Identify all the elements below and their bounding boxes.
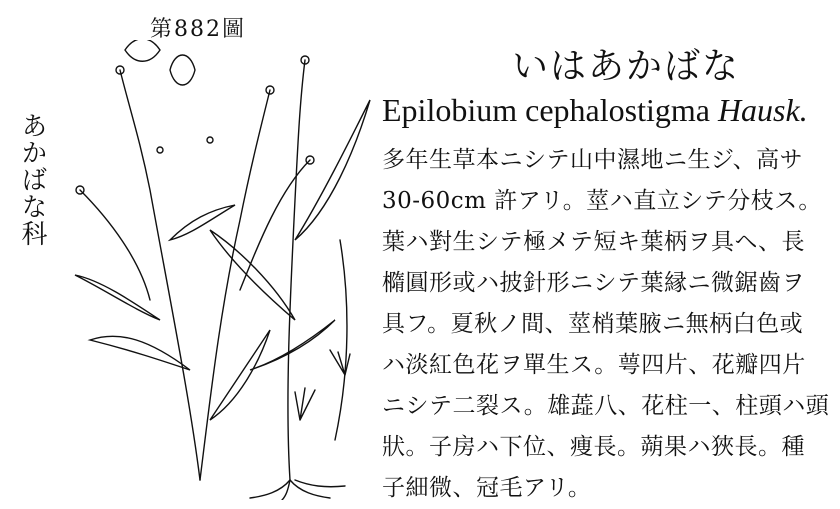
description: [382, 140, 832, 509]
description-line: 子細微、冠毛アリ。: [382, 475, 592, 501]
description-line: 橢圓形或ハ披針形ニシテ葉縁ニ微鋸齒ヲ: [382, 270, 805, 296]
description-line: 多年生草本ニシテ山中濕地ニ生ジ、高サ: [382, 147, 804, 173]
description-line: ハ淡紅色花ヲ單生ス。萼四片、花瓣四片: [382, 352, 806, 378]
description-line: 狀。子房ハ下位、痩長。蒴果ハ狹長。種: [382, 434, 805, 460]
description-line: 具フ。夏秋ノ間、莖梢葉腋ニ無柄白色或: [382, 311, 804, 337]
scientific-name: [382, 92, 808, 129]
plant-illustration: [50, 40, 380, 500]
description-line: ニシテ二裂ス。雄蕋八、花柱一、柱頭ハ頭: [382, 393, 830, 419]
description-line: 30-60cm 許アリ。莖ハ直立シテ分枝ス。: [382, 188, 822, 214]
scientific-author: Hausk.: [717, 92, 808, 128]
figure-number: 第882圖: [150, 17, 246, 42]
family-name: あかばな科: [17, 112, 47, 247]
description-line: 葉ハ對生シテ極メテ短キ葉柄ヲ具ヘ、長: [382, 229, 805, 255]
japanese-name: いはあかばな: [512, 46, 741, 87]
scientific-binomial: Epilobium cephalostigma: [382, 92, 710, 128]
